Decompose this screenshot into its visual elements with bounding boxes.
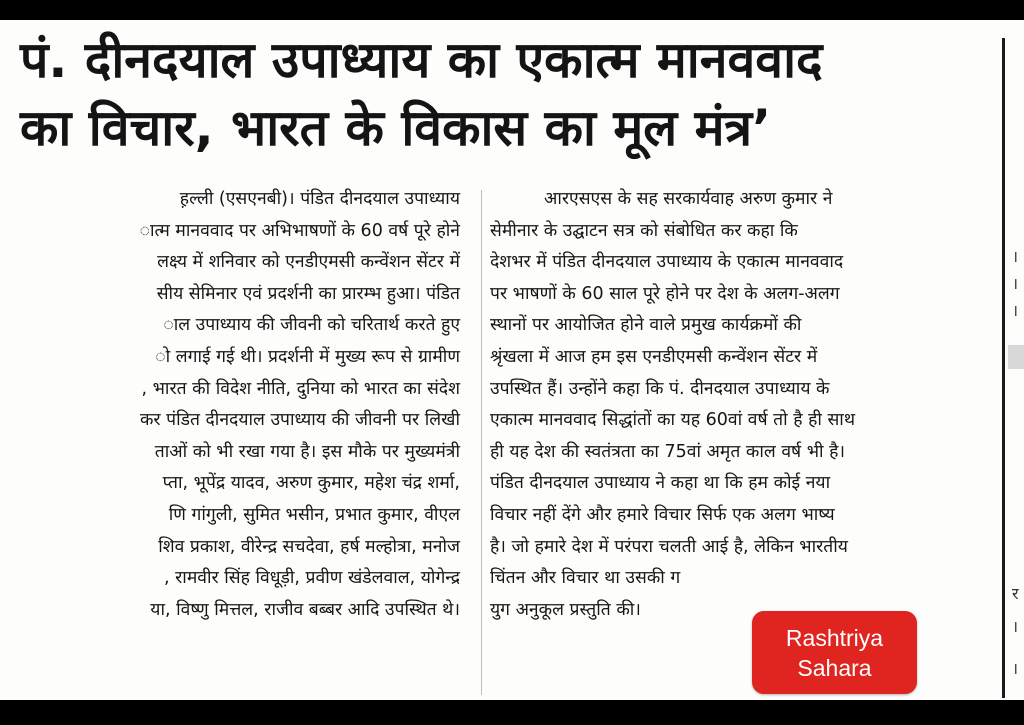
- rashtriya-sahara-logo: [752, 611, 917, 694]
- left-column-line: , रामवीर सिंह विधूड़ी, प्रवीण खंडेलवाल, योगेन्द्र: [164, 568, 460, 589]
- left-column-line: शिव प्रकाश, वीरेन्द्र सचदेवा, हर्ष मल्होत्रा, मनोज: [158, 536, 460, 557]
- left-column-line: ात्म मानववाद पर अभिभाषणों के 60 वर्ष पूरे होने: [139, 220, 460, 241]
- headline-line-1: पं. दीनदयाल उपाध्याय का एकात्म मानववाद: [20, 31, 823, 89]
- right-column-line: उपस्थित हैं। उन्होंने कहा कि पं. दीनदयाल उपाध्याय के: [490, 378, 830, 399]
- neighbor-fragment: ।: [1012, 247, 1019, 266]
- right-column-line: विचार नहीं देंगे और हमारे विचार सिर्फ एक अलग भाष्य: [490, 504, 835, 525]
- left-column-line: ो लगाई गई थी। प्रदर्शनी में मुख्य रूप से ग्रामीण: [155, 346, 460, 367]
- neighbor-fragment: र: [1012, 584, 1019, 603]
- right-column-line: ही यह देश की स्वतंत्रता का 75वां अमृत काल वर्ष भी है।: [490, 441, 846, 462]
- left-column-line: सीय सेमिनार एवं प्रदर्शनी का प्रारम्भ हुआ। पंडित: [156, 283, 460, 304]
- left-column-line: ताओं को भी रखा गया है। इस मौके पर मुख्यमंत्री: [154, 441, 460, 462]
- neighbor-column-edge: [1008, 20, 1024, 700]
- left-column-line: ह़ल्ली (एसएनबी)। पंडित दीनदयाल उपाध्याय: [179, 189, 460, 209]
- left-column-line: , भारत की विदेश नीति, दुनिया को भारत का संदेश: [141, 378, 460, 399]
- headline-line-2: का विचार, भारत के विकास का मूल मंत्र’: [20, 99, 772, 157]
- left-column: [0, 184, 478, 626]
- neighbor-gray-band: [1008, 345, 1024, 369]
- right-column-line: युग अनुकूल प्रस्तुति की।: [490, 599, 641, 620]
- left-column-line: णि गांगुली, सुमित भसीन, प्रभात कुमार, वीएल: [168, 504, 460, 525]
- left-column-line: ाल उपाध्याय की जीवनी को चरितार्थ करते हुए: [163, 315, 460, 336]
- column-divider: [481, 190, 482, 695]
- headline: [20, 26, 980, 162]
- right-column-line: चिंतन और विचार था उसकी ग: [490, 568, 681, 589]
- right-column: [484, 184, 986, 626]
- left-column-line: लक्ष्य में शनिवार को एनडीएमसी कन्वेंशन सेंटर में: [157, 252, 460, 273]
- left-column-line: प्ता, भूपेंद्र यादव, अरुण कुमार, महेश चंद्र शर्मा,: [162, 473, 460, 494]
- neighbor-column-rule: [1002, 38, 1005, 698]
- right-column-line: पर भाषणों के 60 साल पूरे होने पर देश के अलग-अलग: [490, 283, 840, 304]
- right-column-line: स्थानों पर आयोजित होने वाले प्रमुख कार्यक्रमों की: [490, 315, 802, 336]
- top-black-border: [0, 0, 1024, 20]
- right-column-line: है। जो हमारे देश में परंपरा चलती आई है, लेकिन भारतीय: [490, 536, 848, 557]
- neighbor-fragment: ।: [1012, 617, 1019, 636]
- neighbor-fragment: ।: [1012, 301, 1019, 320]
- right-column-line: श्रृंखला में आज हम इस एनडीएमसी कन्वेंशन सेंटर में: [490, 346, 818, 367]
- logo-line-1: Rashtriya: [785, 624, 884, 651]
- right-column-line: एकात्म मानववाद सिद्धांतों का यह 60वां वर्ष तो है ही साथ: [490, 410, 855, 431]
- right-column-line: सेमीनार के उद्घाटन सत्र को संबोधित कर कहा कि: [490, 220, 798, 241]
- newspaper-clipping: [0, 20, 1024, 700]
- left-column-line: या, विष्णु मित्तल, राजीव बब्बर आदि उपस्थित थे।: [150, 599, 460, 620]
- bottom-black-border: [0, 700, 1024, 725]
- neighbor-fragment: ।: [1012, 274, 1019, 293]
- logo-line-2: Sahara: [797, 654, 872, 681]
- right-column-line: आरएसएस के सह सरकार्यवाह अरुण कुमार ने: [544, 189, 833, 209]
- right-column-line: पंडित दीनदयाल उपाध्याय ने कहा था कि हम कोई नया: [490, 473, 831, 494]
- left-column-line: कर पंडित दीनदयाल उपाध्याय की जीवनी पर लिखी: [139, 410, 460, 431]
- right-column-line: देशभर में पंडित दीनदयाल उपाध्याय के एकात्म मानववाद: [490, 252, 844, 273]
- neighbor-fragment: ।: [1012, 659, 1019, 678]
